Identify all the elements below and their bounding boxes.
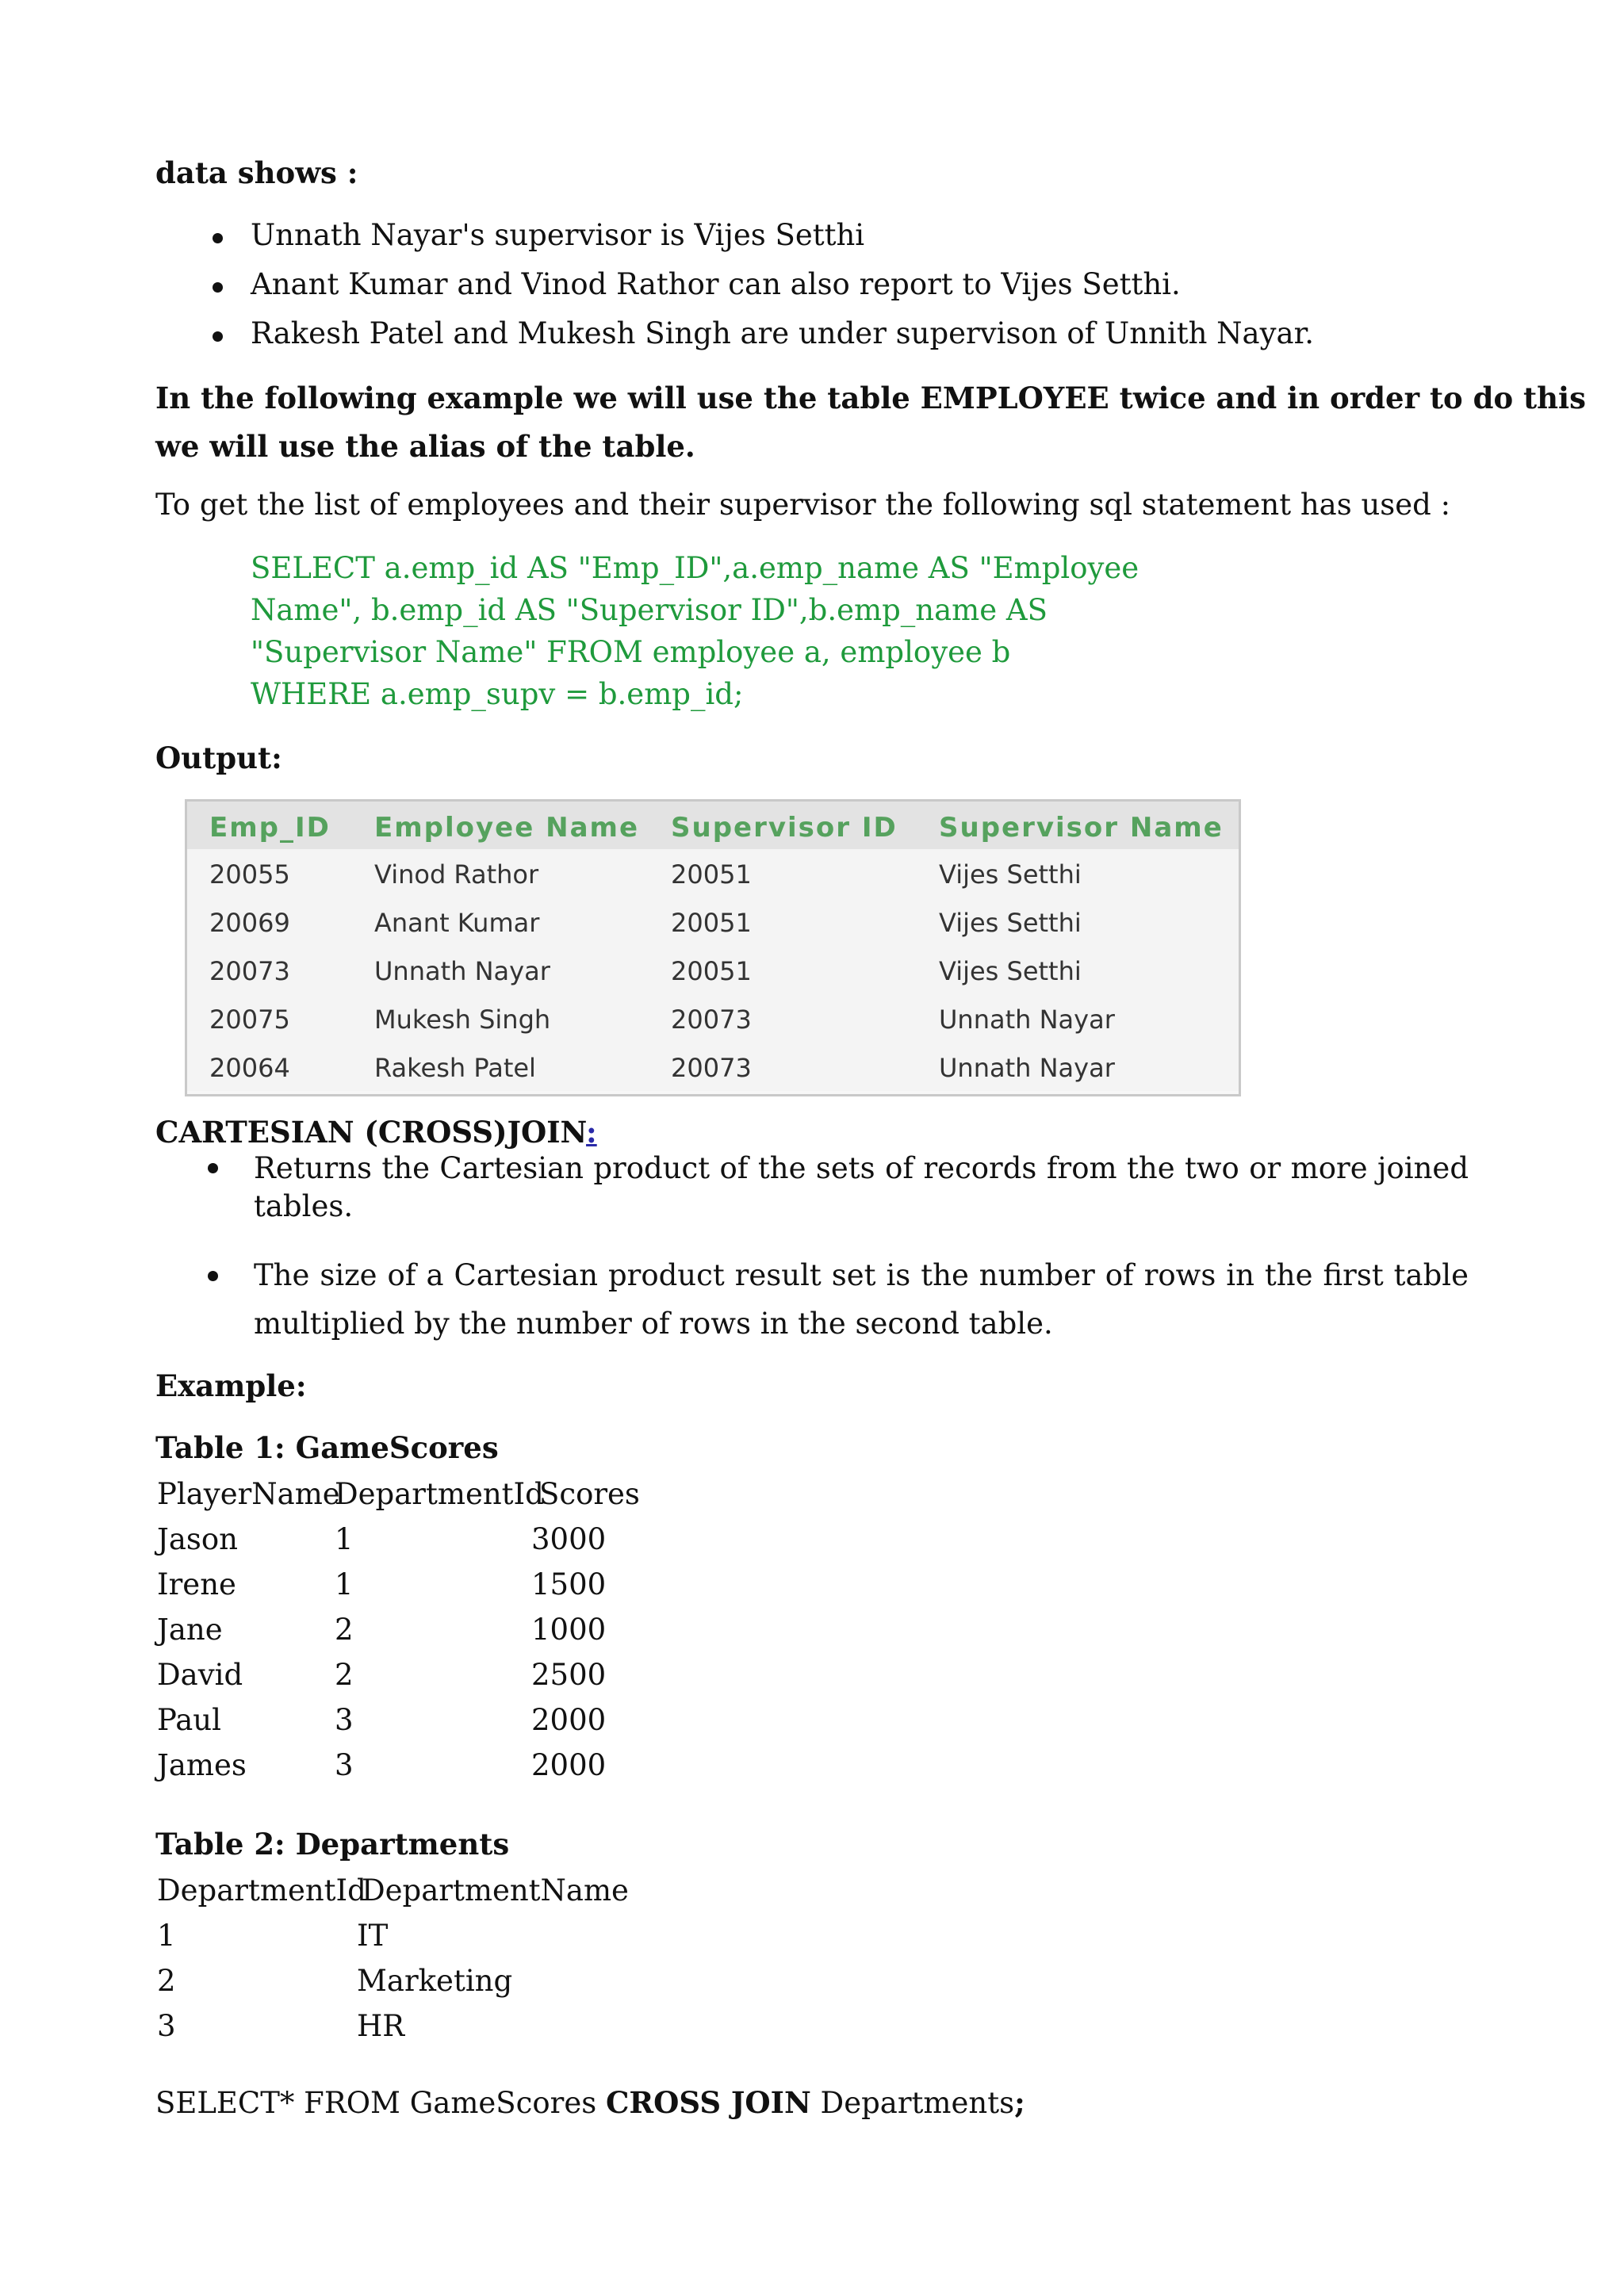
table2-cell: 1 — [157, 1919, 176, 1953]
sql-line-4: WHERE a.emp_supv = b.emp_id; — [251, 677, 744, 711]
intro-heading: data shows : — [155, 155, 358, 190]
cell-employee-name: Mukesh Singh — [374, 1004, 551, 1035]
cell-supervisor-id: 20051 — [671, 908, 752, 938]
cell-supervisor-name: Vijes Setthi — [939, 908, 1082, 938]
table1-cell: Irene — [157, 1567, 236, 1601]
cell-emp-id: 20069 — [209, 908, 290, 938]
intro-bullet-3: Rakesh Patel and Mukesh Singh are under supervison of Unnith Nayar. — [251, 316, 1314, 350]
cross-join-heading: CARTESIAN (CROSS)JOIN — [155, 1115, 587, 1150]
header-employee-name: Employee Name — [374, 812, 640, 844]
final-sql-semicolon: ; — [1014, 2085, 1025, 2120]
sql-intro: To get the list of employees and their supervisor the following sql statement has used : — [155, 488, 1451, 522]
table1-cell: Jason — [157, 1522, 238, 1556]
cross-join-bullet-2-line-2: multiplied by the number of rows in the second table. — [254, 1307, 1053, 1341]
cell-employee-name: Vinod Rathor — [374, 859, 539, 890]
table2-title: Table 2: Departments — [155, 1827, 510, 1862]
table1-cell: 3 — [335, 1703, 354, 1737]
bold-note-line-1: In the following example we will use the table EMPLOYEE twice and in order to do this — [155, 381, 1586, 415]
bullet-icon — [213, 282, 223, 293]
cross-join-bullet-1-line-1: Returns the Cartesian product of the sets of records from the two or more joined — [254, 1151, 1469, 1185]
table2-cell: IT — [357, 1919, 389, 1953]
table1-header-departmentid: DepartmentId — [335, 1477, 544, 1511]
sql-line-3: "Supervisor Name" FROM employee a, employee b — [251, 635, 1011, 669]
table2-cell: HR — [357, 2009, 405, 2043]
cell-employee-name: Unnath Nayar — [374, 956, 550, 986]
table2-header-departmentname: DepartmentName — [362, 1873, 629, 1908]
bullet-icon — [213, 233, 223, 243]
intro-bullet-2: Anant Kumar and Vinod Rathor can also report to Vijes Setthi. — [251, 267, 1181, 301]
intro-bullet-1: Unnath Nayar's supervisor is Vijes Setthi — [251, 218, 865, 252]
final-sql-part-3: Departments — [810, 2086, 1015, 2120]
sql-line-1: SELECT a.emp_id AS "Emp_ID",a.emp_name AS "Employee — [251, 551, 1139, 585]
cell-employee-name: Rakesh Patel — [374, 1053, 536, 1083]
output-label: Output: — [155, 740, 282, 775]
header-supervisor-id: Supervisor ID — [671, 812, 898, 844]
table1-cell: 1 — [335, 1522, 354, 1556]
table1-cell: 1 — [335, 1567, 354, 1601]
header-emp-id: Emp_ID — [209, 812, 331, 844]
bullet-icon — [208, 1163, 218, 1173]
cell-supervisor-id: 20073 — [671, 1004, 752, 1035]
table1-cell: 2 — [335, 1658, 354, 1692]
table1-cell: 1000 — [531, 1613, 607, 1647]
cross-join-bullet-2-line-1: The size of a Cartesian product result set is the number of rows in the first table — [254, 1258, 1469, 1292]
output-table-header — [187, 802, 1239, 851]
output-table — [185, 799, 1241, 1096]
table1-cell: 2 — [335, 1613, 354, 1647]
table1-header-scores: Scores — [539, 1477, 640, 1511]
table-row — [187, 1043, 1239, 1091]
table2-cell: Marketing — [357, 1964, 513, 1998]
table-row — [187, 849, 1239, 900]
table2-cell: 3 — [157, 2009, 176, 2043]
table1-title: Table 1: GameScores — [155, 1430, 499, 1465]
cell-emp-id: 20055 — [209, 859, 290, 890]
header-supervisor-name: Supervisor Name — [939, 812, 1224, 844]
table2-header-departmentid: DepartmentId — [157, 1873, 366, 1908]
table1-cell: 2000 — [531, 1748, 607, 1782]
table1-cell: 2000 — [531, 1703, 607, 1737]
final-sql-cross-join: CROSS JOIN — [605, 2085, 811, 2120]
bullet-icon — [208, 1271, 218, 1281]
table1-cell: 3000 — [531, 1522, 607, 1556]
example-label: Example: — [155, 1368, 307, 1403]
table-row — [187, 897, 1239, 948]
sql-line-2: Name", b.emp_id AS "Supervisor ID",b.emp_name AS — [251, 593, 1048, 627]
cross-join-colon-link[interactable]: : — [586, 1115, 597, 1150]
table2-cell: 2 — [157, 1964, 176, 1998]
bold-note-line-2: we will use the alias of the table. — [155, 429, 695, 464]
cell-employee-name: Anant Kumar — [374, 908, 540, 938]
cell-supervisor-id: 20073 — [671, 1053, 752, 1083]
table1-cell: 2500 — [531, 1658, 607, 1692]
table-row — [187, 994, 1239, 1045]
cell-supervisor-name: Vijes Setthi — [939, 956, 1082, 986]
cell-supervisor-id: 20051 — [671, 956, 752, 986]
cell-emp-id: 20073 — [209, 956, 290, 986]
bullet-icon — [213, 331, 223, 342]
cell-supervisor-id: 20051 — [671, 859, 752, 890]
cell-emp-id: 20075 — [209, 1004, 290, 1035]
table1-cell: 1500 — [531, 1567, 607, 1601]
table1-header-playername: PlayerName — [157, 1477, 340, 1511]
final-sql-part-1: SELECT* FROM GameScores — [155, 2086, 606, 2120]
cross-join-heading-wrap — [155, 1115, 597, 1150]
table1-cell: 3 — [335, 1748, 354, 1782]
cell-supervisor-name: Unnath Nayar — [939, 1053, 1115, 1083]
table1-cell: Jane — [157, 1613, 223, 1647]
table1-cell: Paul — [157, 1703, 221, 1737]
cell-emp-id: 20064 — [209, 1053, 290, 1083]
final-sql — [155, 2085, 1025, 2120]
table-row — [187, 946, 1239, 997]
cell-supervisor-name: Unnath Nayar — [939, 1004, 1115, 1035]
cross-join-bullet-1-line-2: tables. — [254, 1189, 354, 1223]
table1-cell: David — [157, 1658, 243, 1692]
cell-supervisor-name: Vijes Setthi — [939, 859, 1082, 890]
table1-cell: James — [157, 1748, 247, 1782]
